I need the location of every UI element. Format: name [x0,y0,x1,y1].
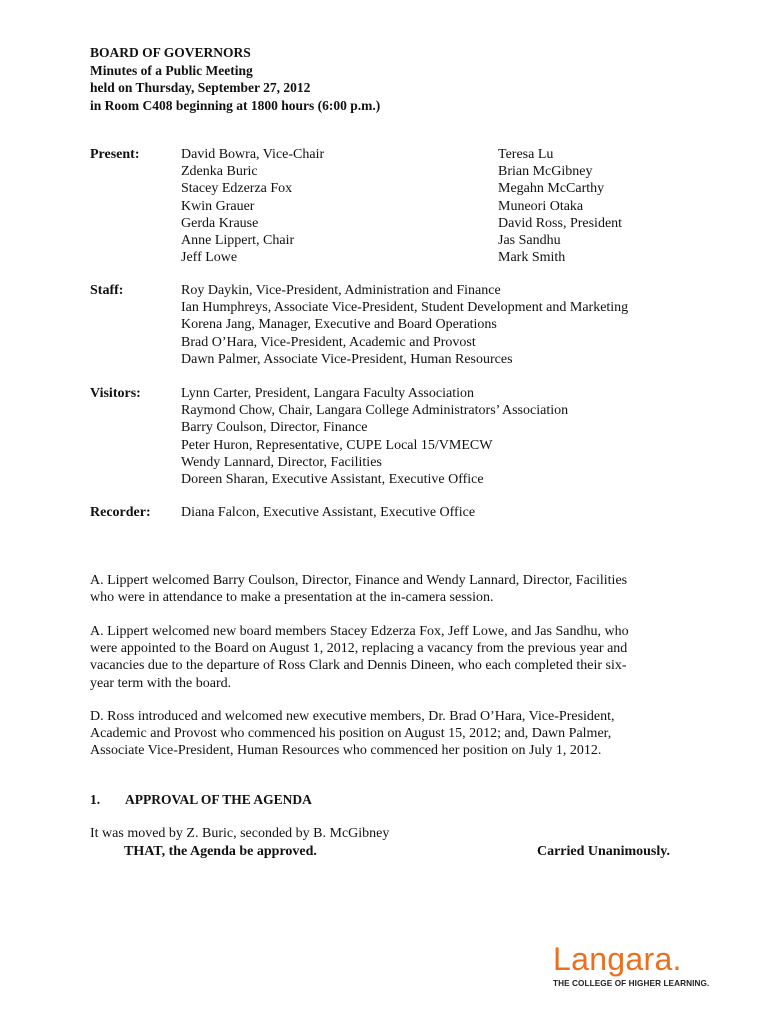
header-date: held on Thursday, September 27, 2012 [90,80,311,95]
present-member: Mark Smith [498,250,566,266]
paragraph-line: Associate Vice-President, Human Resources who commenced her position on July 1, 2012. [90,743,602,759]
present-label: Present: [90,147,140,162]
staff-member: Ian Humphreys, Associate Vice-President, Student Development and Marketing [181,300,629,316]
staff-list [181,282,628,368]
staff-member: Korena Jang, Manager, Executive and Board Operations [181,317,497,333]
present-member: Kwin Grauer [181,198,255,214]
header-location: in Room C408 beginning at 1800 hours (6:00 p.m.) [90,97,381,113]
present-member: Jas Sandhu [498,233,561,249]
present-column-2 [498,146,622,266]
paragraph-line: Academic and Provost who commenced his position on August 15, 2012; and, Dawn Palmer, [90,726,612,742]
present-member: Gerda Krause [181,215,259,231]
present-member: David Ross, President [498,215,623,231]
recorder-name: Diana Falcon, Executive Assistant, Executive Office [181,505,476,520]
paragraph-line: year term with the board. [90,675,232,691]
present-member: Jeff Lowe [181,250,238,266]
present-column-1 [181,146,324,266]
langara-logo [553,942,713,992]
section-number: 1. [90,792,101,807]
visitor: Lynn Carter, President, Langara Faculty Association [181,386,474,401]
header-meeting-type: Minutes of a Public Meeting [90,62,253,78]
document-header [90,44,380,114]
paragraph-welcome-executives [90,708,680,760]
present-member: Anne Lippert, Chair [181,233,295,249]
paragraph-welcome-board-members [90,623,680,692]
present-member: Teresa Lu [498,147,554,162]
visitor: Wendy Lannard, Director, Facilities [181,454,382,470]
staff-member: Dawn Palmer, Associate Vice-President, Human Resources [181,351,513,367]
visitor: Raymond Chow, Chair, Langara College Administrators’ Association [181,403,569,419]
motion-block [90,825,670,861]
section-heading [90,792,312,808]
visitor: Doreen Sharan, Executive Assistant, Executive Office [181,472,484,488]
present-member: David Bowra, Vice-Chair [181,147,325,162]
paragraph-line: were appointed to the Board on August 1, 2012, replacing a vacancy from the previous year and [90,641,628,657]
staff-member: Brad O’Hara, Vice-President, Academic and Provost [181,334,476,350]
motion-resolution-line [90,843,670,861]
section-title: APPROVAL OF THE AGENDA [125,792,312,807]
visitors-list [181,385,568,488]
visitors-label: Visitors: [90,386,141,401]
paragraph-line: A. Lippert welcomed new board members Stacey Edzerza Fox, Jeff Lowe, and Jas Sandhu, who [90,624,629,639]
present-member: Brian McGibney [498,164,593,180]
logo-tagline: THE COLLEGE OF HIGHER LEARNING. [553,979,710,988]
header-organization: BOARD OF GOVERNORS [90,45,251,60]
motion-resolution: THAT, the Agenda be approved. [124,843,317,859]
recorder-label: Recorder: [90,505,151,520]
present-member: Muneori Otaka [498,198,584,214]
paragraph-welcome-presenters [90,572,680,606]
paragraph-line: D. Ross introduced and welcomed new executive members, Dr. Brad O’Hara, Vice-President, [90,709,615,724]
paragraph-line: A. Lippert welcomed Barry Coulson, Director, Finance and Wendy Lannard, Director, Facilities [90,573,628,588]
staff-label: Staff: [90,283,124,298]
recorder-entry [181,504,475,521]
motion-moved-line: It was moved by Z. Buric, seconded by B. McGibney [90,826,390,841]
present-member: Stacey Edzerza Fox [181,181,293,197]
paragraph-line: who were in attendance to make a presentation at the in-camera session. [90,590,494,606]
present-member: Megahn McCarthy [498,181,605,197]
motion-result: Carried Unanimously. [536,843,670,859]
paragraph-line: vacancies due to the departure of Ross Clark and Dennis Dineen, who each completed their six- [90,658,627,674]
visitor: Peter Huron, Representative, CUPE Local 15/VMECW [181,437,493,453]
logo-wordmark: Langara. [553,941,682,977]
staff-member: Roy Daykin, Vice-President, Administration and Finance [181,283,501,298]
present-member: Zdenka Buric [181,164,258,180]
visitor: Barry Coulson, Director, Finance [181,420,368,436]
